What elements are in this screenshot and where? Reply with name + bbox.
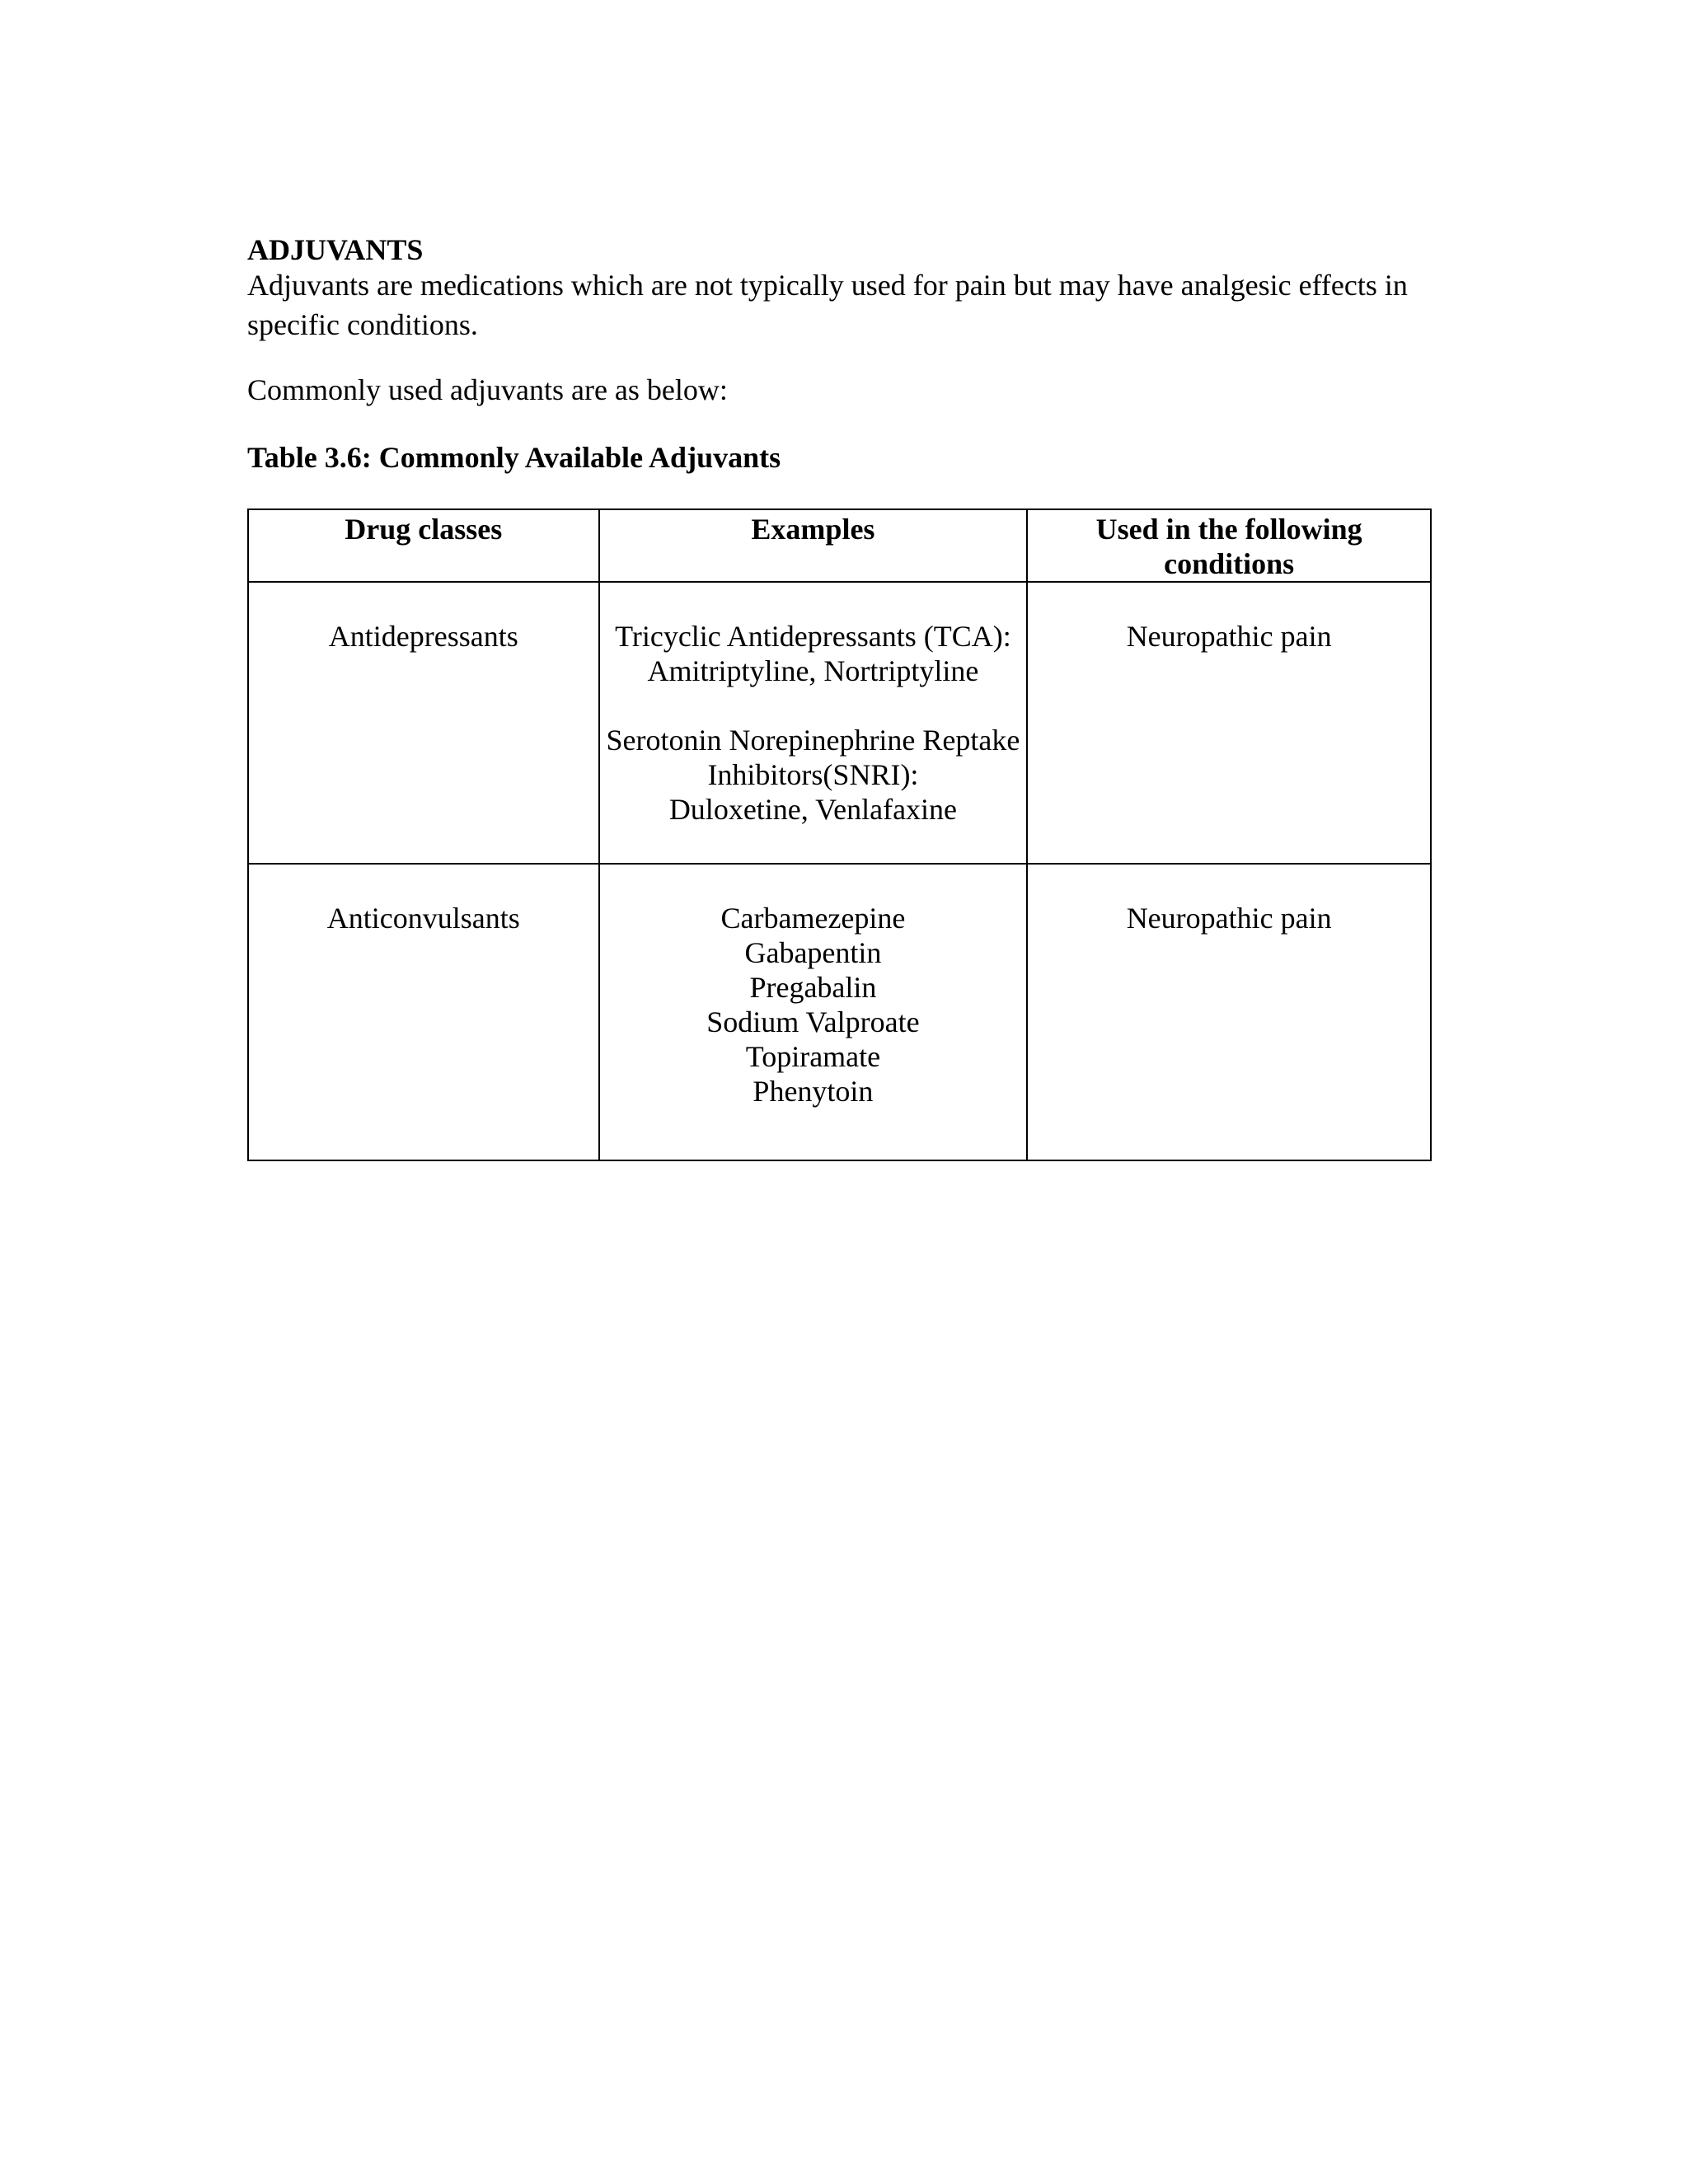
header-examples (599, 509, 1028, 582)
cell-drug-class (248, 864, 599, 1160)
table-row (248, 582, 1431, 864)
header-drug-classes (248, 509, 599, 582)
example-line: Serotonin Norepinephrine Reptake (606, 724, 1020, 757)
table-row (248, 864, 1431, 1160)
header-drug-classes-label: Drug classes (345, 513, 503, 546)
cell-examples (599, 864, 1028, 1160)
drug-class-label: Anticonvulsants (326, 902, 520, 935)
cell-condition (1027, 582, 1431, 864)
example-line: Inhibitors(SNRI): (707, 758, 919, 791)
cell-condition (1027, 864, 1431, 1160)
header-conditions-line-1: Used in the following (1095, 513, 1362, 546)
intro-paragraph: Adjuvants are medications which are not typically used for pain but may have analgesic effects in specific conditions. (247, 269, 1408, 341)
example-line: Topiramate (745, 1040, 881, 1073)
example-line: Sodium Valproate (706, 1005, 920, 1038)
example-group-tca (602, 619, 1025, 688)
section-heading: ADJUVANTS (247, 233, 424, 266)
example-line: Phenytoin (753, 1075, 874, 1108)
example-line: Duloxetine, Venlafaxine (668, 793, 958, 826)
example-line: Amitriptyline, Nortriptyline (647, 654, 979, 687)
example-line: Carbamezepine (720, 902, 906, 935)
example-group-snri (602, 723, 1025, 827)
example-line: Gabapentin (744, 936, 882, 969)
header-conditions (1027, 509, 1431, 582)
example-line: Pregabalin (749, 971, 877, 1004)
cell-examples (599, 582, 1028, 864)
header-conditions-line-2: conditions (1164, 547, 1295, 580)
condition-label: Neuropathic pain (1126, 620, 1332, 653)
condition-label: Neuropathic pain (1126, 902, 1332, 935)
lead-sentence: Commonly used adjuvants are as below: (247, 373, 728, 406)
drug-class-label: Antidepressants (328, 620, 518, 653)
example-line: Tricyclic Antidepressants (TCA): (615, 620, 1011, 653)
adjuvants-table (247, 509, 1432, 1161)
table-caption: Table 3.6: Commonly Available Adjuvants (247, 441, 781, 474)
cell-drug-class (248, 582, 599, 864)
header-examples-label: Examples (751, 513, 875, 546)
table-header-row (248, 509, 1431, 582)
